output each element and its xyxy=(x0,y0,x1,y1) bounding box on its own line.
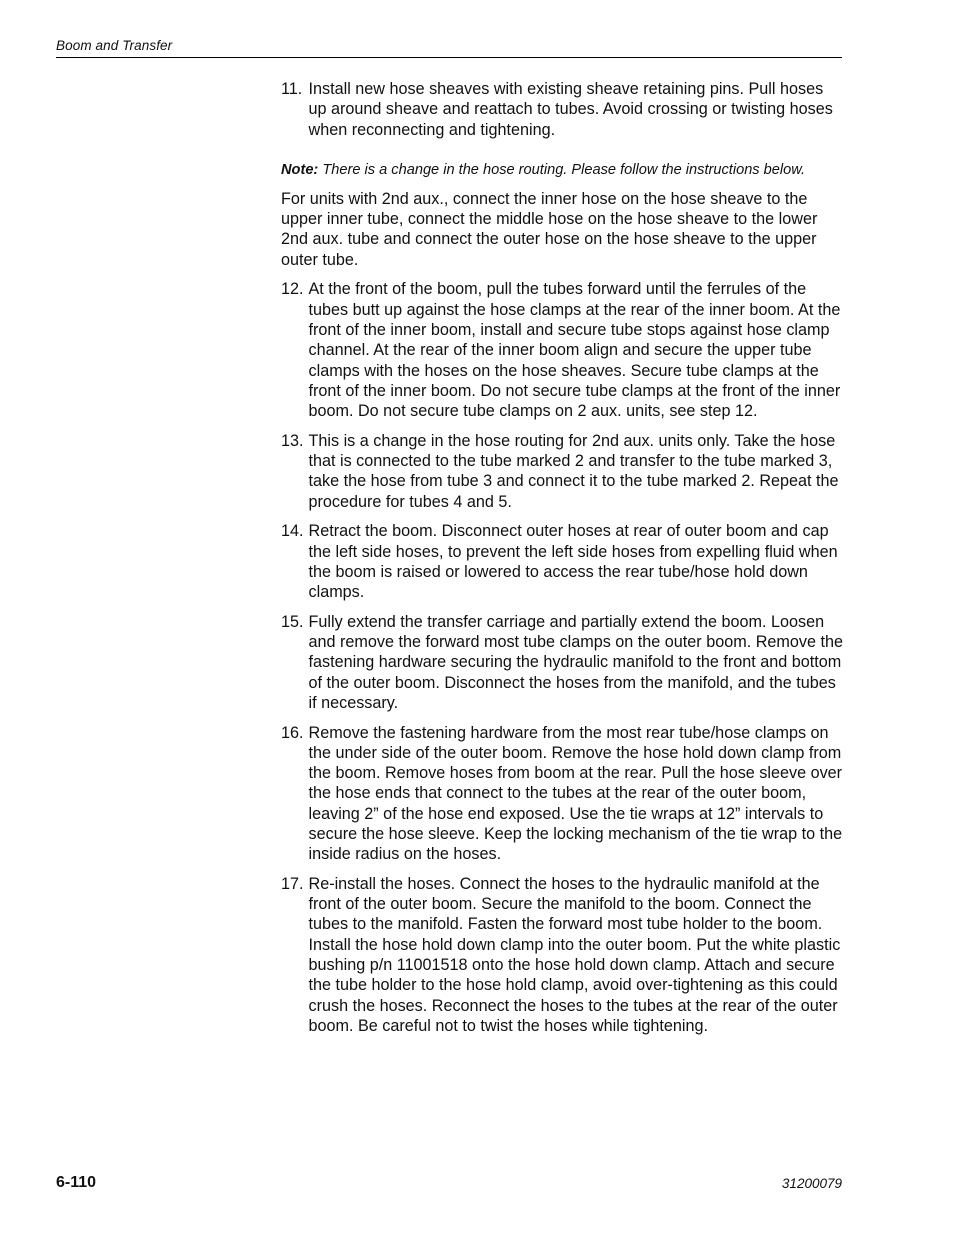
step-number: 12. xyxy=(281,280,304,299)
step-number: 15. xyxy=(281,612,304,631)
step-number: 16. xyxy=(281,723,304,742)
step-text: Retract the boom. Disconnect outer hoses at rear of outer boom and cap the left side hoses, to prevent the left side hoses from expelling fluid when the boom is raised or lowered to access the rear tube/hose hold down clamps. xyxy=(308,522,838,602)
step-text: Install new hose sheaves with existing sheave retaining pins. Pull hoses up around sheave and reattach to tubes. Avoid crossing or twisting hoses when reconnecting and tightening. xyxy=(308,80,833,139)
step-text: This is a change in the hose routing for 2nd aux. units only. Take the hose that is connected to the tube marked 2 and transfer to the tube marked 3, take the hose from tube 3 and connect it to the tube marked 2. Repeat the procedure for tubes 4 and 5. xyxy=(308,431,839,511)
aux-routing-paragraph: For units with 2nd aux., connect the inner hose on the hose sheave to the upper inner tube, connect the middle hose on the hose sheave to the lower 2nd aux. tube and connect the outer hose on the hose sheave to the upper outer tube. xyxy=(281,189,818,269)
step-text: Re-install the hoses. Connect the hoses to the hydraulic manifold at the front of the outer boom. Secure the manifold to the boom. Connect the tubes to the manifold. Fasten the forward most tube holder to the boom. Install the hose hold down clamp into the outer boom. Put the white plastic bushing p/n 11001518 onto the hose hold down clamp. Attach and secure the tube holder to the hose hold clamp, avoid over-tightening as this could crush the hoses. Reconnect the hoses to the tubes at the rear of the outer boom. Be careful not to twist the hoses while tightening. xyxy=(308,874,841,1035)
note xyxy=(281,160,843,180)
step-text: Fully extend the transfer carriage and partially extend the boom. Loosen and remove the forward most tube clamps on the outer boom. Remove the fastening hardware securing the hydraulic manifold to the front and bottom of the outer boom. Disconnect the hoses from the manifold, and the tubes if necessary. xyxy=(308,612,843,712)
document-number: 31200079 xyxy=(781,1176,842,1191)
step-16 xyxy=(281,723,843,865)
note-label: Note: xyxy=(281,161,319,178)
step-number: 11. xyxy=(281,80,303,98)
step-15 xyxy=(281,612,843,713)
step-13 xyxy=(281,431,843,512)
step-17 xyxy=(281,874,843,1036)
step-number: 13. xyxy=(281,431,304,450)
step-11 xyxy=(281,79,843,140)
page-body xyxy=(281,79,843,1046)
page-number: 6-110 xyxy=(56,1174,97,1191)
step-number: 17. xyxy=(281,874,304,893)
running-header-title: Boom and Transfer xyxy=(56,38,173,53)
step-number: 14. xyxy=(281,522,304,541)
step-text: At the front of the boom, pull the tubes forward until the ferrules of the tubes butt up against the hose clamps at the rear of the inner boom. At the front of the inner boom, install and secure tube stops against hose clamp channel. At the rear of the inner boom align and secure the upper tube clamps with the hoses on the hose sheaves. Secure tube clamps at the front of the inner boom. Do not secure tube clamps at the front of the inner boom. Do not secure tube clamps on 2 aux. units, see step 12. xyxy=(308,280,841,421)
header-rule xyxy=(56,57,842,58)
step-14 xyxy=(281,521,843,602)
note-text: There is a change in the hose routing. Please follow the instructions below. xyxy=(318,161,806,178)
step-text: Remove the fastening hardware from the most rear tube/hose clamps on the under side of the outer boom. Remove the hose hold down clamp from the boom. Remove hoses from boom at the rear. Pull the hose sleeve over the hose ends that connect to the tubes at the rear of the outer boom, leaving 2” of the hose end exposed. Use the tie wraps at 12” intervals to secure the hose sleeve. Keep the locking mechanism of the tie wrap to the inside radius on the hoses. xyxy=(308,723,843,864)
step-12 xyxy=(281,279,843,421)
